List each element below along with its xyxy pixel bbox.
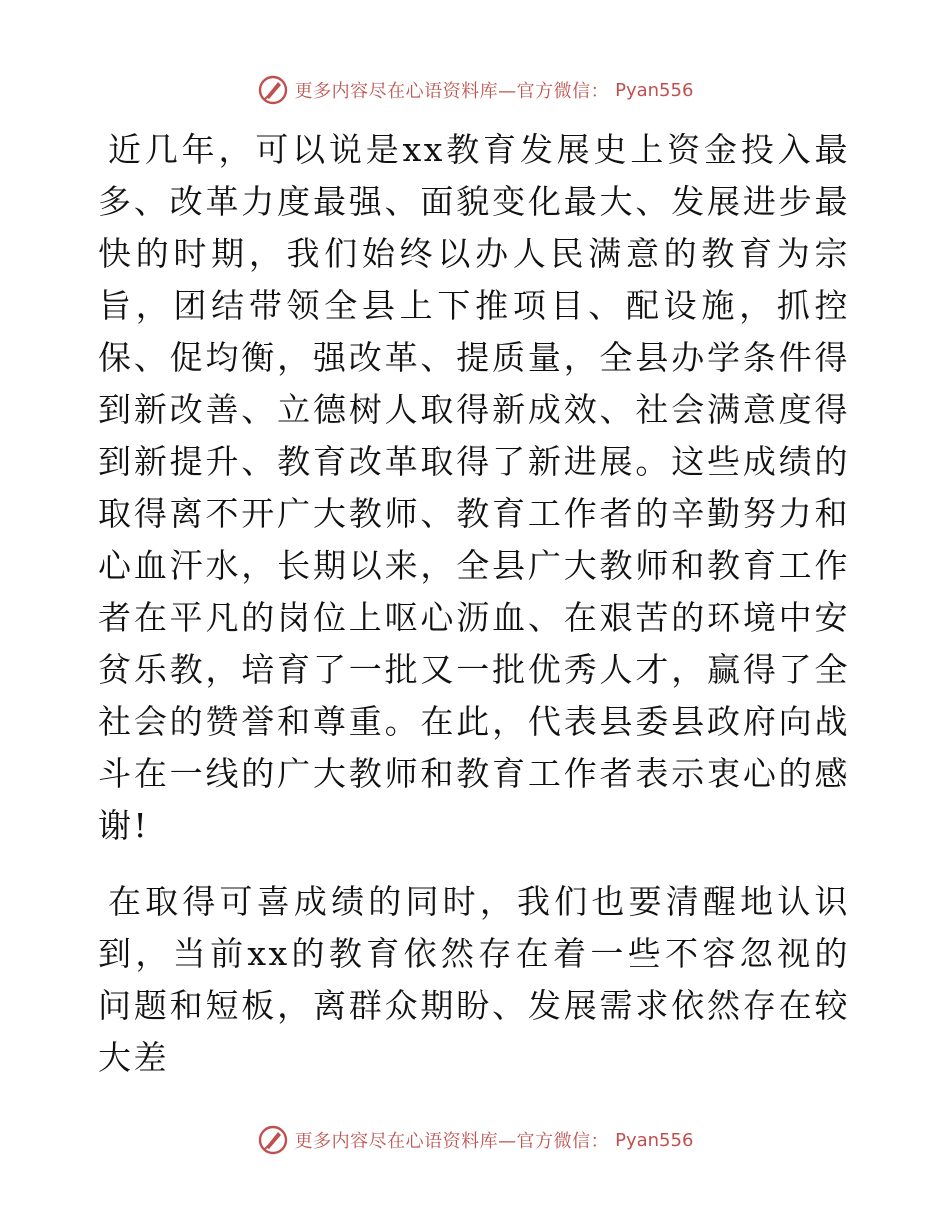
watermark-text: 更多内容尽在心语资料库—官方微信： <box>294 81 610 102</box>
paragraph-1: 近几年，可以说是xx教育发展史上资金投入最多、改革力度最强、面貌变化最大、发展进步最快的时期，我们始终以办人民满意的教育为宗旨，团结带领全县上下推项目、配设施，抓控保、促均衡，强改革、提质量，全县办学条件得到新改善、立德树人取得新成效、社会满意度得到新提升、教育改革取得了新进展。这些成绩的取得离不开广大教师、教育工作者的辛勤努力和心血汗水，长期以来，全县广大教师和教育工作者在平凡的岗位上呕心沥血、在艰苦的环境中安贫乐教，培育了一批又一批优秀人才，赢得了全社会的赞誉和尊重。在此，代表县委县政府向战斗在一线的广大教师和教育工作者表示衷心的感谢! <box>98 130 850 845</box>
paragraph-2: 在取得可喜成绩的同时，我们也要清醒地认识到，当前xx的教育依然存在着一些不容忽视的问题和短板，离群众期盼、发展需求依然存在较大差 <box>98 882 850 1077</box>
watermark-text: 更多内容尽在心语资料库—官方微信： <box>294 1131 610 1152</box>
wechat-id: Pyan556 <box>615 79 694 101</box>
feather-pen-seal-icon <box>257 1124 289 1156</box>
wechat-id: Pyan556 <box>615 1129 694 1151</box>
header-watermark <box>0 70 950 110</box>
feather-pen-seal-icon <box>257 74 289 106</box>
document-body <box>98 124 850 1084</box>
footer-watermark <box>0 1120 950 1160</box>
